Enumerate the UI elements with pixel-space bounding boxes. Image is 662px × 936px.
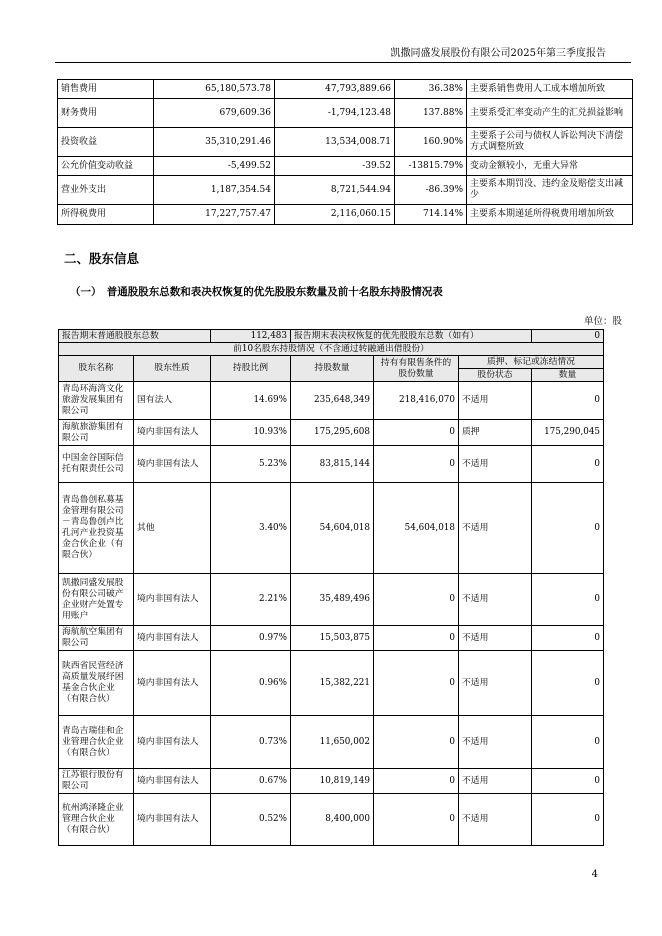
subsection-title: （一） 普通股股东总数和表决权恢复的优先股股东数量及前十名股东持股情况表 <box>70 286 443 298</box>
header-rule <box>55 62 631 63</box>
holder-ratio: 0.52% <box>211 794 291 846</box>
table-row <box>59 420 604 446</box>
item-cell: 所得税费用 <box>58 205 154 225</box>
current-cell: 1,187,354.54 <box>154 176 275 205</box>
holder-nature: 境内非国有法人 <box>134 626 211 651</box>
holder-ratio: 2.21% <box>211 574 291 626</box>
preferred-holders-value: 0 <box>532 330 604 343</box>
holder-pledged: 175,290,045 <box>532 420 604 446</box>
reason-cell: 变动金额较小，无重大异常 <box>467 157 633 176</box>
holder-nature: 境内非国有法人 <box>134 420 211 446</box>
holder-status: 不适用 <box>459 574 532 626</box>
holder-quantity: 54,604,018 <box>291 483 374 574</box>
holder-name: 青岛吉瑞佳和企业管理合伙企业（有限合伙） <box>59 716 134 769</box>
current-cell: 17,227,757.47 <box>154 205 275 225</box>
holder-nature: 境内非国有法人 <box>134 794 211 846</box>
change-cell: -13815.79% <box>395 157 467 176</box>
holder-restricted: 54,604,018 <box>374 483 459 574</box>
holder-status: 不适用 <box>459 446 532 483</box>
table-row <box>58 157 633 176</box>
item-cell: 销售费用 <box>58 80 154 99</box>
table-row <box>59 794 604 846</box>
header-row <box>59 356 604 369</box>
holder-ratio: 0.67% <box>211 769 291 794</box>
change-cell: 36.38% <box>395 80 467 99</box>
item-cell: 投资收益 <box>58 128 154 157</box>
holder-pledged: 0 <box>532 769 604 794</box>
current-cell: 679,609.36 <box>154 99 275 128</box>
holder-restricted: 0 <box>374 651 459 716</box>
holder-ratio: 0.97% <box>211 626 291 651</box>
holder-quantity: 175,295,608 <box>291 420 374 446</box>
holder-nature: 境内非国有法人 <box>134 769 211 794</box>
holder-name: 陕西省民营经济高质量发展纾困基金合伙企业（有限合伙） <box>59 651 134 716</box>
holder-status: 不适用 <box>459 483 532 574</box>
preferred-holders-label: 报告期末表决权恢复的优先股股东总数（如有） <box>291 330 532 343</box>
holder-pledged: 0 <box>532 794 604 846</box>
header-quantity: 持股数量 <box>291 356 374 382</box>
previous-cell: 8,721,544.94 <box>275 176 395 205</box>
caption-row <box>59 343 604 356</box>
holder-restricted: 0 <box>374 446 459 483</box>
reason-cell: 主要系子公司与债权人诉讼判决下清偿方式调整所致 <box>467 128 633 157</box>
previous-cell: -1,794,123.48 <box>275 99 395 128</box>
item-cell: 财务费用 <box>58 99 154 128</box>
holder-quantity: 235,648,349 <box>291 382 374 420</box>
previous-cell: 13,534,008.71 <box>275 128 395 157</box>
current-cell: 35,310,291.46 <box>154 128 275 157</box>
holder-name: 凯撒同盛发展股份有限公司破产企业财产处置专用账户 <box>59 574 134 626</box>
previous-cell: -39.52 <box>275 157 395 176</box>
holder-pledged: 0 <box>532 574 604 626</box>
header-nature: 股东性质 <box>134 356 211 382</box>
unit-label: 单位：股 <box>583 316 622 327</box>
holder-restricted: 0 <box>374 420 459 446</box>
header-pledge-group: 质押、标记或冻结情况 <box>459 356 604 369</box>
holder-ratio: 10.93% <box>211 420 291 446</box>
holder-restricted: 0 <box>374 716 459 769</box>
holder-name: 青岛环海湾文化旅游发展集团有限公司 <box>59 382 134 420</box>
reason-cell: 主要系本期罚没、违约金及赔偿支出减少 <box>467 176 633 205</box>
holder-ratio: 0.96% <box>211 651 291 716</box>
holder-quantity: 15,382,221 <box>291 651 374 716</box>
table-row <box>59 446 604 483</box>
common-holders-label: 报告期末普通股股东总数 <box>59 330 211 343</box>
holder-name: 中国金谷国际信托有限责任公司 <box>59 446 134 483</box>
reason-cell: 主要系本期递延所得税费用增加所致 <box>467 205 633 225</box>
holder-status: 不适用 <box>459 651 532 716</box>
holder-nature: 境内非国有法人 <box>134 446 211 483</box>
common-holders-value: 112,483 <box>211 330 291 343</box>
table-row <box>58 99 633 128</box>
table-row <box>59 651 604 716</box>
table-row <box>59 382 604 420</box>
holder-nature: 其他 <box>134 483 211 574</box>
expense-change-table <box>57 79 633 225</box>
item-cell: 营业外支出 <box>58 176 154 205</box>
holder-pledged: 0 <box>532 626 604 651</box>
holder-quantity: 11,650,002 <box>291 716 374 769</box>
section-title: 二、股东信息 <box>64 251 140 266</box>
table-row <box>59 716 604 769</box>
holder-nature: 国有法人 <box>134 382 211 420</box>
holder-pledged: 0 <box>532 382 604 420</box>
header-ratio: 持股比例 <box>211 356 291 382</box>
holder-quantity: 15,503,875 <box>291 626 374 651</box>
holder-ratio: 0.73% <box>211 716 291 769</box>
holder-ratio: 5.23% <box>211 446 291 483</box>
header-restricted: 持有有限售条件的股份数量 <box>374 356 459 382</box>
holder-quantity: 35,489,496 <box>291 574 374 626</box>
holder-nature: 境内非国有法人 <box>134 651 211 716</box>
change-cell: -86.39% <box>395 176 467 205</box>
reason-cell: 主要系销售费用人工成本增加所致 <box>467 80 633 99</box>
holder-status: 质押 <box>459 420 532 446</box>
current-cell: 65,180,573.78 <box>154 80 275 99</box>
holder-status: 不适用 <box>459 716 532 769</box>
holder-status: 不适用 <box>459 769 532 794</box>
page-number: 4 <box>591 869 598 880</box>
holder-pledged: 0 <box>532 651 604 716</box>
table-row <box>59 574 604 626</box>
holder-quantity: 83,815,144 <box>291 446 374 483</box>
holder-pledged: 0 <box>532 446 604 483</box>
holder-quantity: 8,400,000 <box>291 794 374 846</box>
holder-pledged: 0 <box>532 483 604 574</box>
holder-name: 杭州鸿泽隆企业管理合伙企业（有限合伙） <box>59 794 134 846</box>
header-name: 股东名称 <box>59 356 134 382</box>
table-row <box>59 769 604 794</box>
holder-name: 江苏银行股份有限公司 <box>59 769 134 794</box>
table-row <box>58 128 633 157</box>
holder-status: 不适用 <box>459 794 532 846</box>
holder-restricted: 0 <box>374 626 459 651</box>
shareholders-table <box>58 329 604 846</box>
top10-caption: 前10名股东持股情况（不含通过转融通出借股份） <box>59 343 604 356</box>
holder-restricted: 0 <box>374 574 459 626</box>
holder-restricted: 218,416,070 <box>374 382 459 420</box>
previous-cell: 47,793,889.66 <box>275 80 395 99</box>
change-cell: 714.14% <box>395 205 467 225</box>
holder-name: 海航航空集团有限公司 <box>59 626 134 651</box>
change-cell: 160.90% <box>395 128 467 157</box>
table-row <box>59 483 604 574</box>
header-pledge-quantity: 数量 <box>532 369 604 382</box>
table-row <box>58 176 633 205</box>
holder-status: 不适用 <box>459 382 532 420</box>
summary-row <box>59 330 604 343</box>
holder-pledged: 0 <box>532 716 604 769</box>
item-cell: 公允价值变动收益 <box>58 157 154 176</box>
holder-restricted: 0 <box>374 794 459 846</box>
holder-quantity: 10,819,149 <box>291 769 374 794</box>
holder-name: 青岛鲁创私募基金管理有限公司－青岛鲁创卢比孔河产业投资基金合伙企业（有限合伙） <box>59 483 134 574</box>
table-row <box>58 205 633 225</box>
holder-nature: 境内非国有法人 <box>134 716 211 769</box>
change-cell: 137.88% <box>395 99 467 128</box>
current-cell: -5,499.52 <box>154 157 275 176</box>
holder-name: 海航旅游集团有限公司 <box>59 420 134 446</box>
holder-restricted: 0 <box>374 769 459 794</box>
report-header: 凯撒同盛发展股份有限公司2025年第三季度报告 <box>390 48 606 59</box>
table-row <box>58 80 633 99</box>
table-row <box>59 626 604 651</box>
reason-cell: 主要系受汇率变动产生的汇兑损益影响 <box>467 99 633 128</box>
header-pledge-status: 股份状态 <box>459 369 532 382</box>
holder-nature: 境内非国有法人 <box>134 574 211 626</box>
holder-status: 不适用 <box>459 626 532 651</box>
holder-ratio: 3.40% <box>211 483 291 574</box>
previous-cell: 2,116,060.15 <box>275 205 395 225</box>
holder-ratio: 14.69% <box>211 382 291 420</box>
